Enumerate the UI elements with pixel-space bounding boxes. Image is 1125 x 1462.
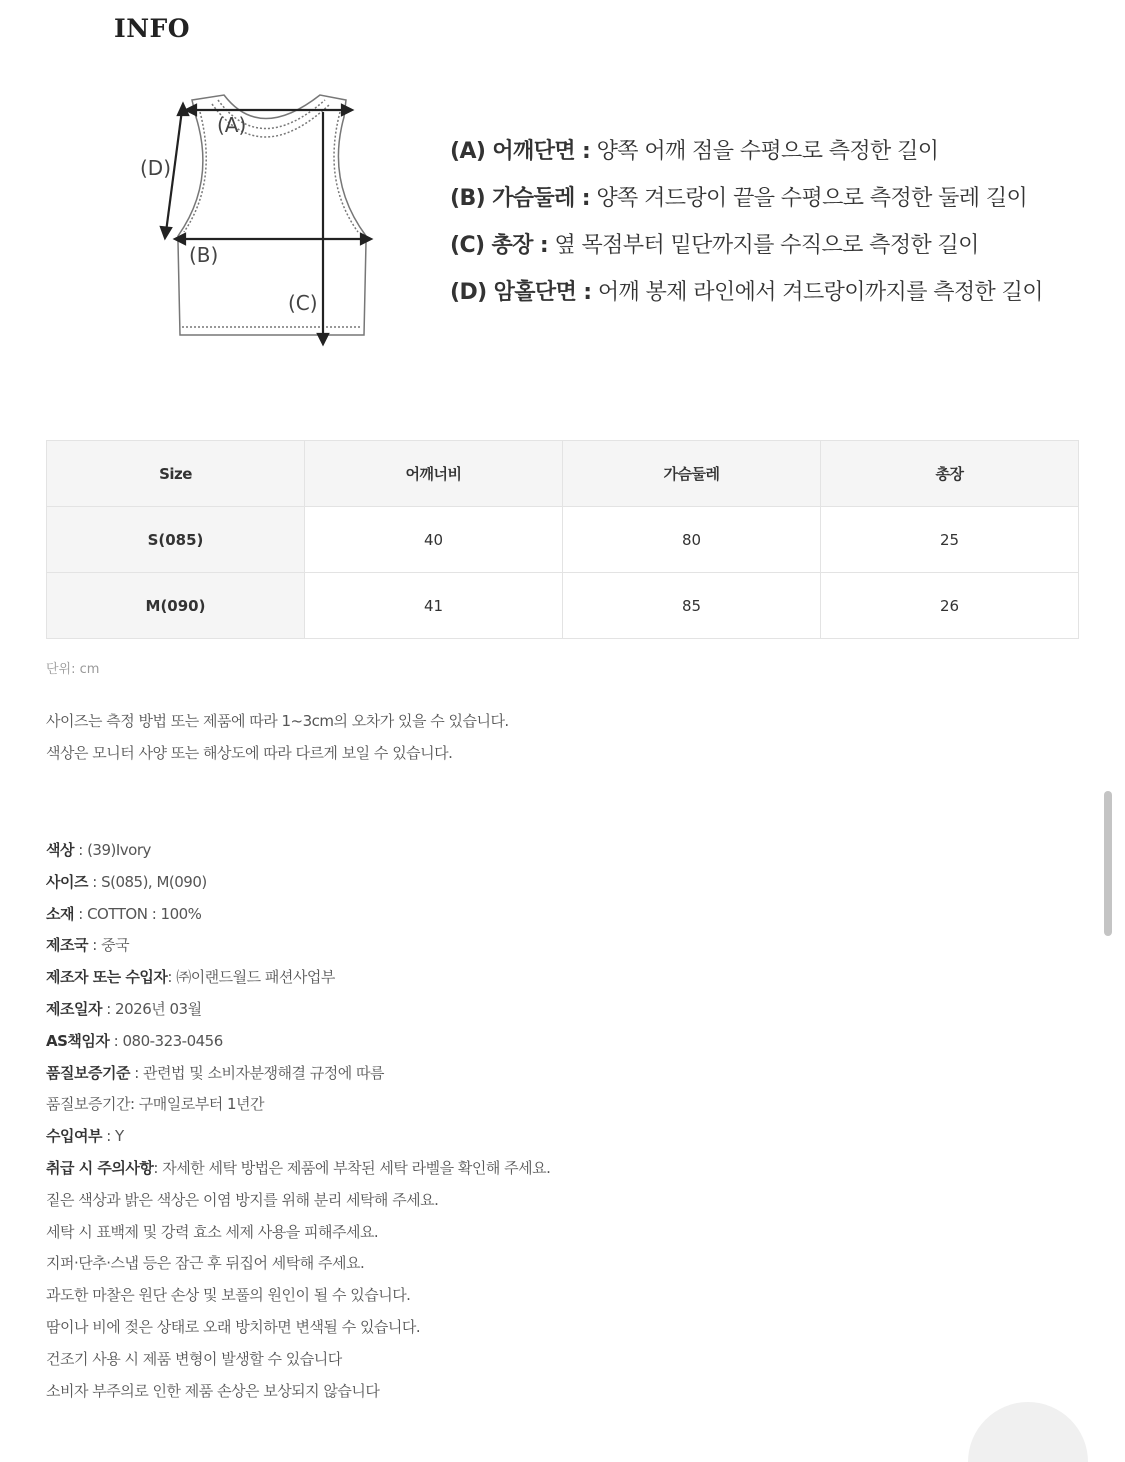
size-notes	[46, 709, 509, 773]
table-row	[47, 573, 1079, 639]
table-header-row	[47, 441, 1079, 507]
note-line: 사이즈는 측정 방법 또는 제품에 따라 1~3cm의 오차가 있을 수 있습니다.	[46, 712, 509, 730]
legend-line-a: (A) 어깨단면 : 양쪽 어깨 점을 수평으로 측정한 길이	[450, 139, 939, 164]
legend-line-b: (B) 가슴둘레 : 양쪽 겨드랑이 끝을 수평으로 측정한 둘레 길이	[450, 186, 1028, 211]
table-cell: 41	[305, 573, 563, 639]
spec-line: 색상 : (39)Ivory	[46, 841, 151, 859]
spec-line: 짙은 색상과 밝은 색상은 이염 방지를 위해 분리 세탁해 주세요.	[46, 1190, 439, 1209]
table-header-cell: 가슴둘레	[563, 441, 821, 507]
table-row	[47, 507, 1079, 573]
table-cell: 40	[305, 507, 563, 573]
spec-line: 과도한 마찰은 원단 손상 및 보풀의 원인이 될 수 있습니다.	[46, 1286, 411, 1305]
table-cell: 25	[821, 507, 1079, 573]
floating-button-edge[interactable]	[968, 1402, 1088, 1462]
label-c: (C)	[288, 291, 318, 315]
product-specs	[46, 838, 550, 1410]
label-b: (B)	[189, 243, 219, 267]
size-table	[46, 440, 1079, 639]
spec-line: 취급 시 주의사항: 자세한 세탁 방법은 제품에 부착된 세탁 라벨을 확인해 주세요.	[46, 1158, 551, 1177]
spec-line: 제조일자 : 2026년 03월	[46, 999, 202, 1018]
table-cell: 80	[563, 507, 821, 573]
spec-line: AS책임자 : 080-323-0456	[46, 1031, 223, 1050]
measurement-diagram	[120, 82, 390, 357]
spec-line: 품질보증기간: 구매일로부터 1년간	[46, 1095, 264, 1114]
label-d: (D)	[140, 156, 172, 180]
spec-line: 품질보증기준 : 관련법 및 소비자분쟁해결 규정에 따름	[46, 1063, 384, 1082]
label-a: (A)	[217, 113, 247, 137]
table-header-cell: Size	[47, 441, 305, 507]
note-line: 색상은 모니터 사양 또는 해상도에 따라 다르게 보일 수 있습니다.	[46, 744, 453, 762]
spec-line: 제조자 또는 수입자: ㈜이랜드월드 패션사업부	[46, 968, 335, 987]
table-header-cell: 어깨너비	[305, 441, 563, 507]
table-cell: 85	[563, 573, 821, 639]
spec-line: 소재 : COTTON : 100%	[46, 904, 202, 923]
spec-line: 건조기 사용 시 제품 변형이 발생할 수 있습니다	[46, 1349, 342, 1368]
vertical-scrollbar[interactable]	[1104, 791, 1112, 936]
legend-line-c: (C) 총장 : 옆 목점부터 밑단까지를 수직으로 측정한 길이	[450, 233, 979, 258]
unit-note: 단위: cm	[46, 662, 100, 677]
legend-line-d: (D) 암홀단면 : 어깨 봉제 라인에서 겨드랑이까지를 측정한 길이	[450, 280, 1043, 305]
measurement-legend	[450, 135, 1043, 323]
page-title: INFO	[114, 14, 191, 43]
table-header-cell: 총장	[821, 441, 1079, 507]
spec-line: 수입여부 : Y	[46, 1127, 124, 1146]
spec-line: 소비자 부주의로 인한 제품 손상은 보상되지 않습니다	[46, 1381, 380, 1400]
table-cell: 26	[821, 573, 1079, 639]
table-cell-size: S(085)	[47, 507, 305, 573]
spec-line: 사이즈 : S(085), M(090)	[46, 872, 207, 891]
spec-line: 세탁 시 표백제 및 강력 효소 세제 사용을 피해주세요.	[46, 1222, 379, 1241]
spec-line: 땀이나 비에 젖은 상태로 오래 방치하면 변색될 수 있습니다.	[46, 1317, 421, 1336]
spec-line: 지퍼·단추·스냅 등은 잠근 후 뒤집어 세탁해 주세요.	[46, 1254, 365, 1273]
spec-line: 제조국 : 중국	[46, 936, 130, 955]
table-cell-size: M(090)	[47, 573, 305, 639]
